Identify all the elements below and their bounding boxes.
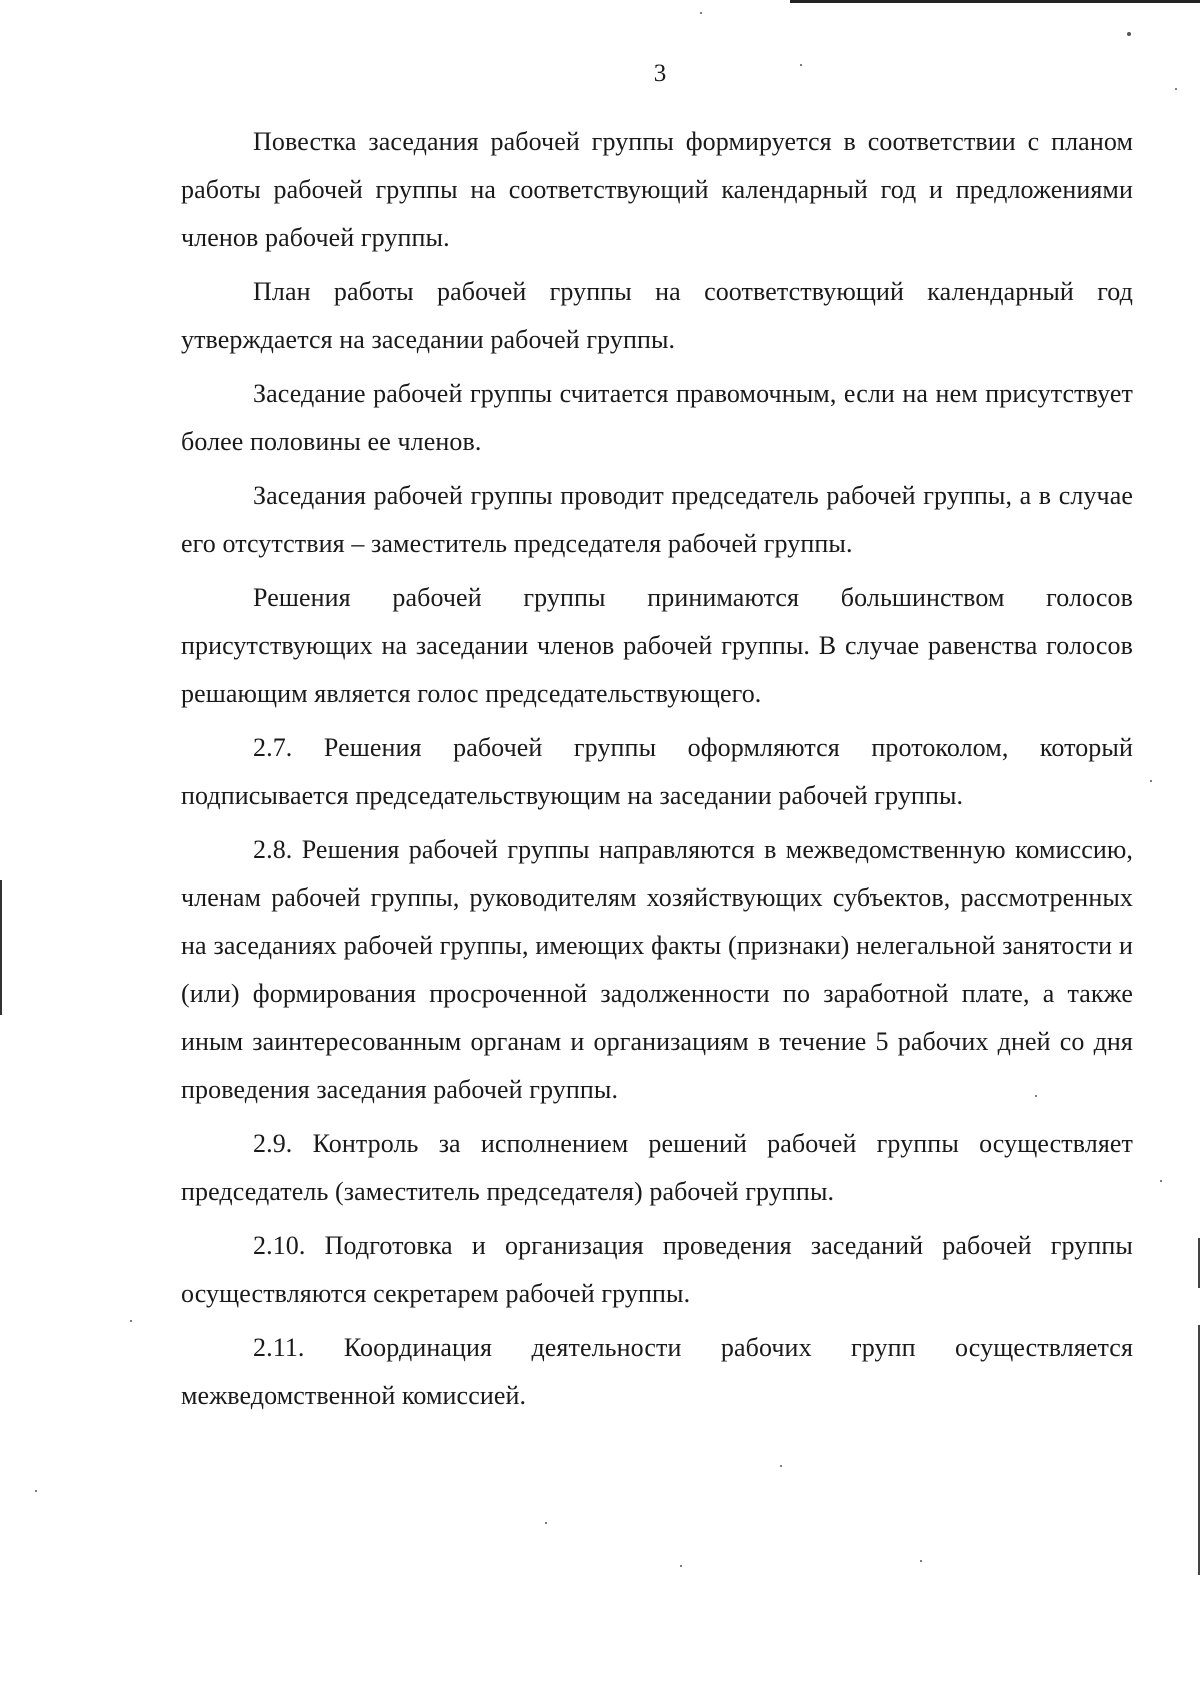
- scan-speck: [780, 1465, 782, 1467]
- scan-speck: [1160, 1180, 1162, 1182]
- scan-speck: [130, 1320, 132, 1322]
- paragraph-quorum: Заседание рабочей группы считается правомочным, если на нем присутствует более половины ее членов.: [181, 379, 1133, 456]
- scan-speck: [700, 12, 702, 14]
- paragraph-work-plan: План работы рабочей группы на соответствующий календарный год утверждается на заседании рабочей группы.: [181, 277, 1133, 354]
- scan-speck: [680, 1565, 682, 1567]
- scan-speck: [920, 1560, 922, 1562]
- document-body: [181, 118, 1133, 1426]
- paragraph-2-7: 2.7. Решения рабочей группы оформляются протоколом, который подписывается председательствующим на заседании рабочей группы.: [181, 733, 1133, 810]
- page-number: 3: [653, 60, 667, 87]
- paragraph-voting: Решения рабочей группы принимаются большинством голосов присутствующих на заседании членов рабочей группы. В случае равенства голосов решающим является голос председательствующего.: [181, 583, 1133, 708]
- scan-speck: [1175, 88, 1177, 90]
- scan-speck: [1150, 780, 1152, 782]
- scan-speck: [545, 1522, 547, 1524]
- paragraph-2-9: 2.9. Контроль за исполнением решений рабочей группы осуществляет председатель (заместитель председателя) рабочей группы.: [181, 1129, 1133, 1206]
- scan-edge-artifact: [0, 880, 2, 1015]
- scan-speck: [1127, 32, 1131, 36]
- paragraph-chairing: Заседания рабочей группы проводит председатель рабочей группы, а в случае его отсутствия – заместитель председателя рабочей группы.: [181, 481, 1133, 558]
- paragraph-2-10: 2.10. Подготовка и организация проведения заседаний рабочей группы осуществляются секретарем рабочей группы.: [181, 1231, 1133, 1308]
- paragraph-agenda: Повестка заседания рабочей группы формируется в соответствии с планом работы рабочей группы на соответствующий календарный год и предложениями членов рабочей группы.: [181, 127, 1133, 252]
- scan-edge-artifact: [790, 0, 1200, 3]
- paragraph-2-8: 2.8. Решения рабочей группы направляются в межведомственную комиссию, членам рабочей группы, руководителям хозяйствующих субъектов, рассмотренных на заседаниях рабочей группы, имеющих факты (признаки) нелегальной занятости и (или) формирования просроченной задолженности по заработной плате, а также иным заинтересованным органам и организациям в течение 5 рабочих дней со дня проведения заседания рабочей группы.: [181, 835, 1133, 1104]
- paragraph-2-11: 2.11. Координация деятельности рабочих групп осуществляется межведомственной комиссией.: [181, 1333, 1133, 1410]
- scan-speck: [35, 1490, 37, 1492]
